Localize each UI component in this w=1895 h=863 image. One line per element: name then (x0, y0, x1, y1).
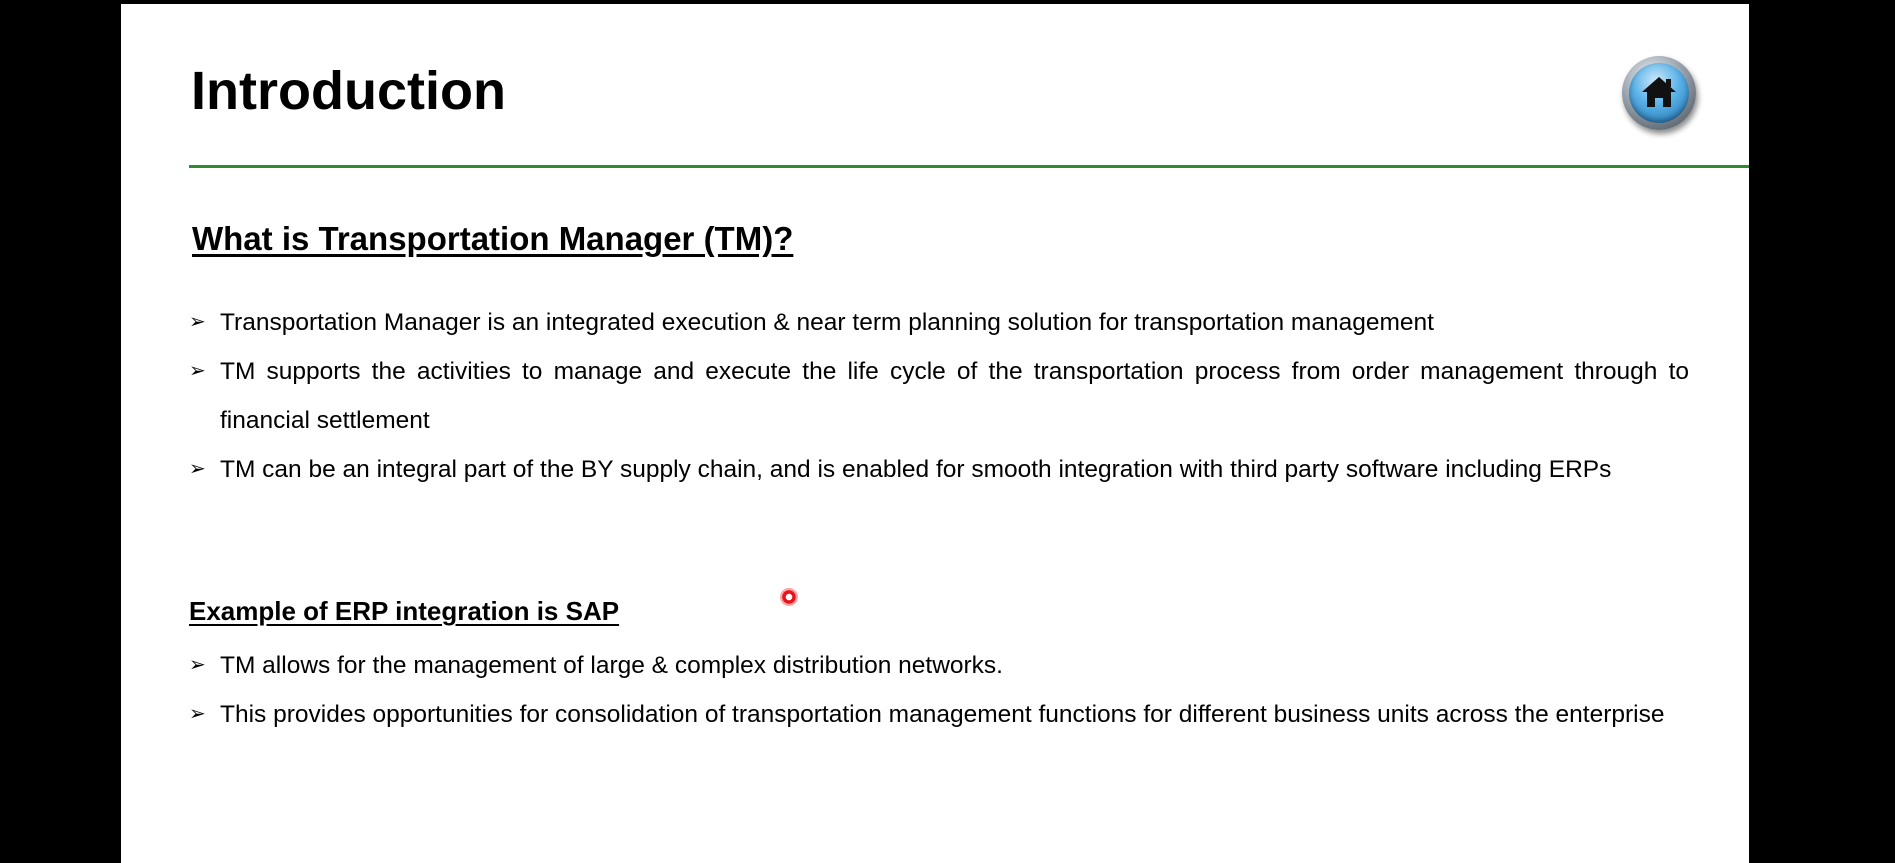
tm-bullet-list (189, 298, 1689, 494)
arrow-bullet-icon: ➢ (189, 654, 206, 676)
list-item (189, 641, 1689, 690)
laser-pointer-icon (780, 588, 798, 606)
bullet-text: TM can be an integral part of the BY supply chain, and is enabled for smooth integration with third party software including ERPs (220, 456, 1612, 483)
list-item (189, 690, 1689, 739)
arrow-bullet-icon: ➢ (189, 360, 206, 382)
bullet-text: Transportation Manager is an integrated execution & near term planning solution for transportation management (220, 309, 1434, 336)
slide (121, 4, 1749, 863)
slide-title: Introduction (191, 61, 506, 121)
arrow-bullet-icon: ➢ (189, 703, 206, 725)
bullet-text: TM allows for the management of large & complex distribution networks. (220, 652, 1003, 679)
list-item (189, 298, 1689, 347)
title-divider (189, 165, 1749, 168)
section-heading-tm: What is Transportation Manager (TM)? (192, 220, 794, 257)
arrow-bullet-icon: ➢ (189, 311, 206, 333)
home-icon (1636, 69, 1682, 115)
home-button[interactable] (1622, 56, 1696, 130)
section-heading-erp: Example of ERP integration is SAP (189, 596, 620, 626)
list-item (189, 445, 1689, 494)
bullet-text: TM supports the activities to manage and execute the life cycle of the transportation process from order management through to financial settlement (220, 358, 1689, 434)
arrow-bullet-icon: ➢ (189, 458, 206, 480)
bullet-text: This provides opportunities for consolidation of transportation management functions for different business units across the enterprise (220, 701, 1665, 728)
list-item (189, 347, 1689, 445)
erp-bullet-list (189, 641, 1689, 739)
